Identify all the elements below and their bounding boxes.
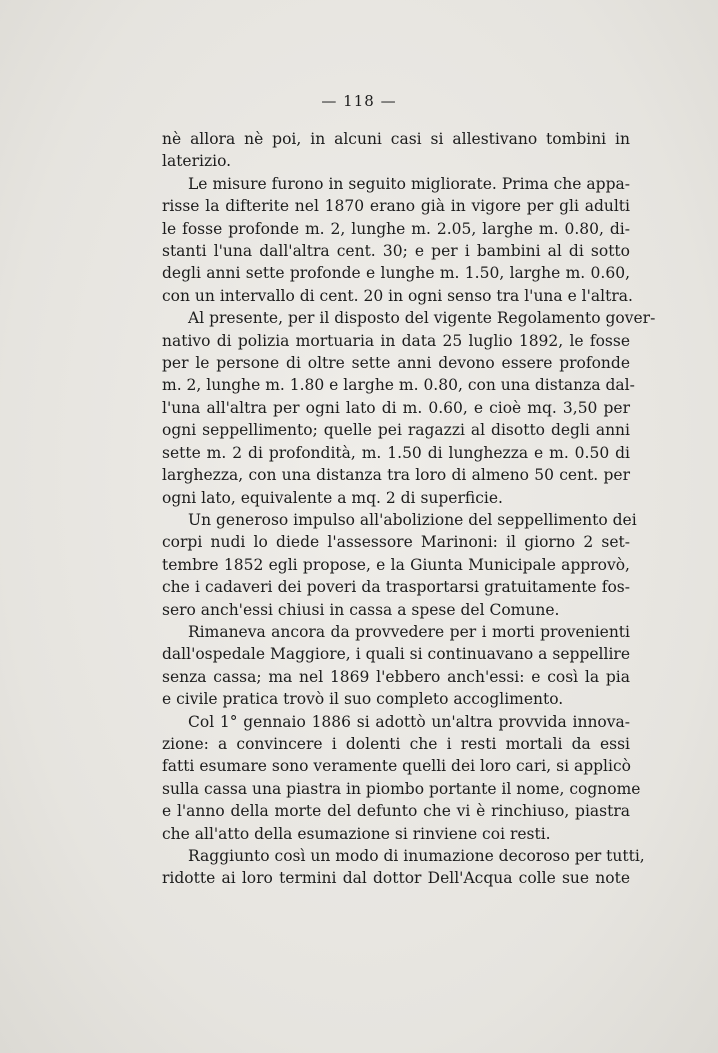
text-line: fatti esumare sono veramente quelli dei loro cari, si applicò [162,757,631,776]
body-text [162,128,656,890]
text-line: senza cassa; ma nel 1869 l'ebbero anch'essi: e così la pia [162,667,630,686]
text-line: risse la difterite nel 1870 erano già in vigore per gli adulti [162,197,630,216]
text-line: e l'anno della morte del defunto che vi è rinchiuso, piastra [162,802,630,821]
paragraph [162,173,633,307]
text-line: nè allora nè poi, in alcuni casi si allestivano tombini in [162,130,630,148]
paragraph [162,128,630,173]
text-line: laterizio. [162,152,232,171]
text-line: Le misure furono in seguito migliorate. Prima che appa- [188,174,630,193]
text-line: tembre 1852 egli propose, e la Giunta Municipale approvò, [162,555,630,574]
paragraph [162,711,641,845]
text-line: Col 1° gennaio 1886 si adottò un'altra provvida innova- [188,712,630,731]
paragraph [162,621,630,711]
text-line: per le persone di oltre sette anni devono essere profonde [162,354,630,373]
text-line: che i cadaveri dei poveri da trasportarsi gratuitamente fos- [162,578,630,597]
text-line: le fosse profonde m. 2, lunghe m. 2.05, larghe m. 0.80, di- [162,219,630,238]
text-line: che all'atto della esumazione si rinviene coi resti. [162,824,551,843]
text-line: stanti l'una dall'altra cent. 30; e per i bambini al di sotto [162,242,630,261]
text-line: Un generoso impulso all'abolizione del seppellimento dei [188,510,637,529]
text-line: ogni seppellimento; quelle pei ragazzi al disotto degli anni [162,421,630,440]
paragraph [162,509,637,621]
text-line: Rimaneva ancora da provvedere per i morti provenienti [188,622,630,641]
text-line: larghezza, con una distanza tra loro di almeno 50 cent. per [162,466,630,485]
text-line: nativo di polizia mortuaria in data 25 luglio 1892, le fosse [162,331,630,350]
text-line: degli anni sette profonde e lunghe m. 1.50, larghe m. 0.60, [162,264,630,283]
text-line: sette m. 2 di profondità, m. 1.50 di lunghezza e m. 0.50 di [162,443,630,462]
text-line: dall'ospedale Maggiore, i quali si continuavano a seppellire [162,645,630,664]
text-line: Raggiunto così un modo di inumazione decoroso per tutti, [188,847,645,865]
text-line: e civile pratica trovò il suo completo accoglimento. [162,690,564,709]
text-line: zione: a convincere i dolenti che i resti mortali da essi [162,734,630,753]
text-line: con un intervallo di cent. 20 in ogni senso tra l'una e l'altra. [162,286,633,305]
text-line: ridotte ai loro termini dal dottor Dell'Acqua colle sue note [162,869,630,888]
text-line: m. 2, lunghe m. 1.80 e larghe m. 0.80, con una distanza dal- [162,376,635,395]
text-line: l'una all'altra per ogni lato di m. 0.60, e cioè mq. 3,50 per [162,398,630,417]
text-line: sulla cassa una piastra in piombo portante il nome, cognome [162,779,641,798]
text-line: sero anch'essi chiusi in cassa a spese del Comune. [162,600,560,619]
text-line: corpi nudi lo diede l'assessore Marinoni: il giorno 2 set- [162,533,630,552]
text-line: ogni lato, equivalente a mq. 2 di superficie. [162,488,503,507]
text-line: Al presente, per il disposto del vigente Regolamento gover- [188,309,656,328]
page-number: — 118 — [321,92,397,110]
paragraph [162,845,645,890]
paragraph [162,307,656,509]
